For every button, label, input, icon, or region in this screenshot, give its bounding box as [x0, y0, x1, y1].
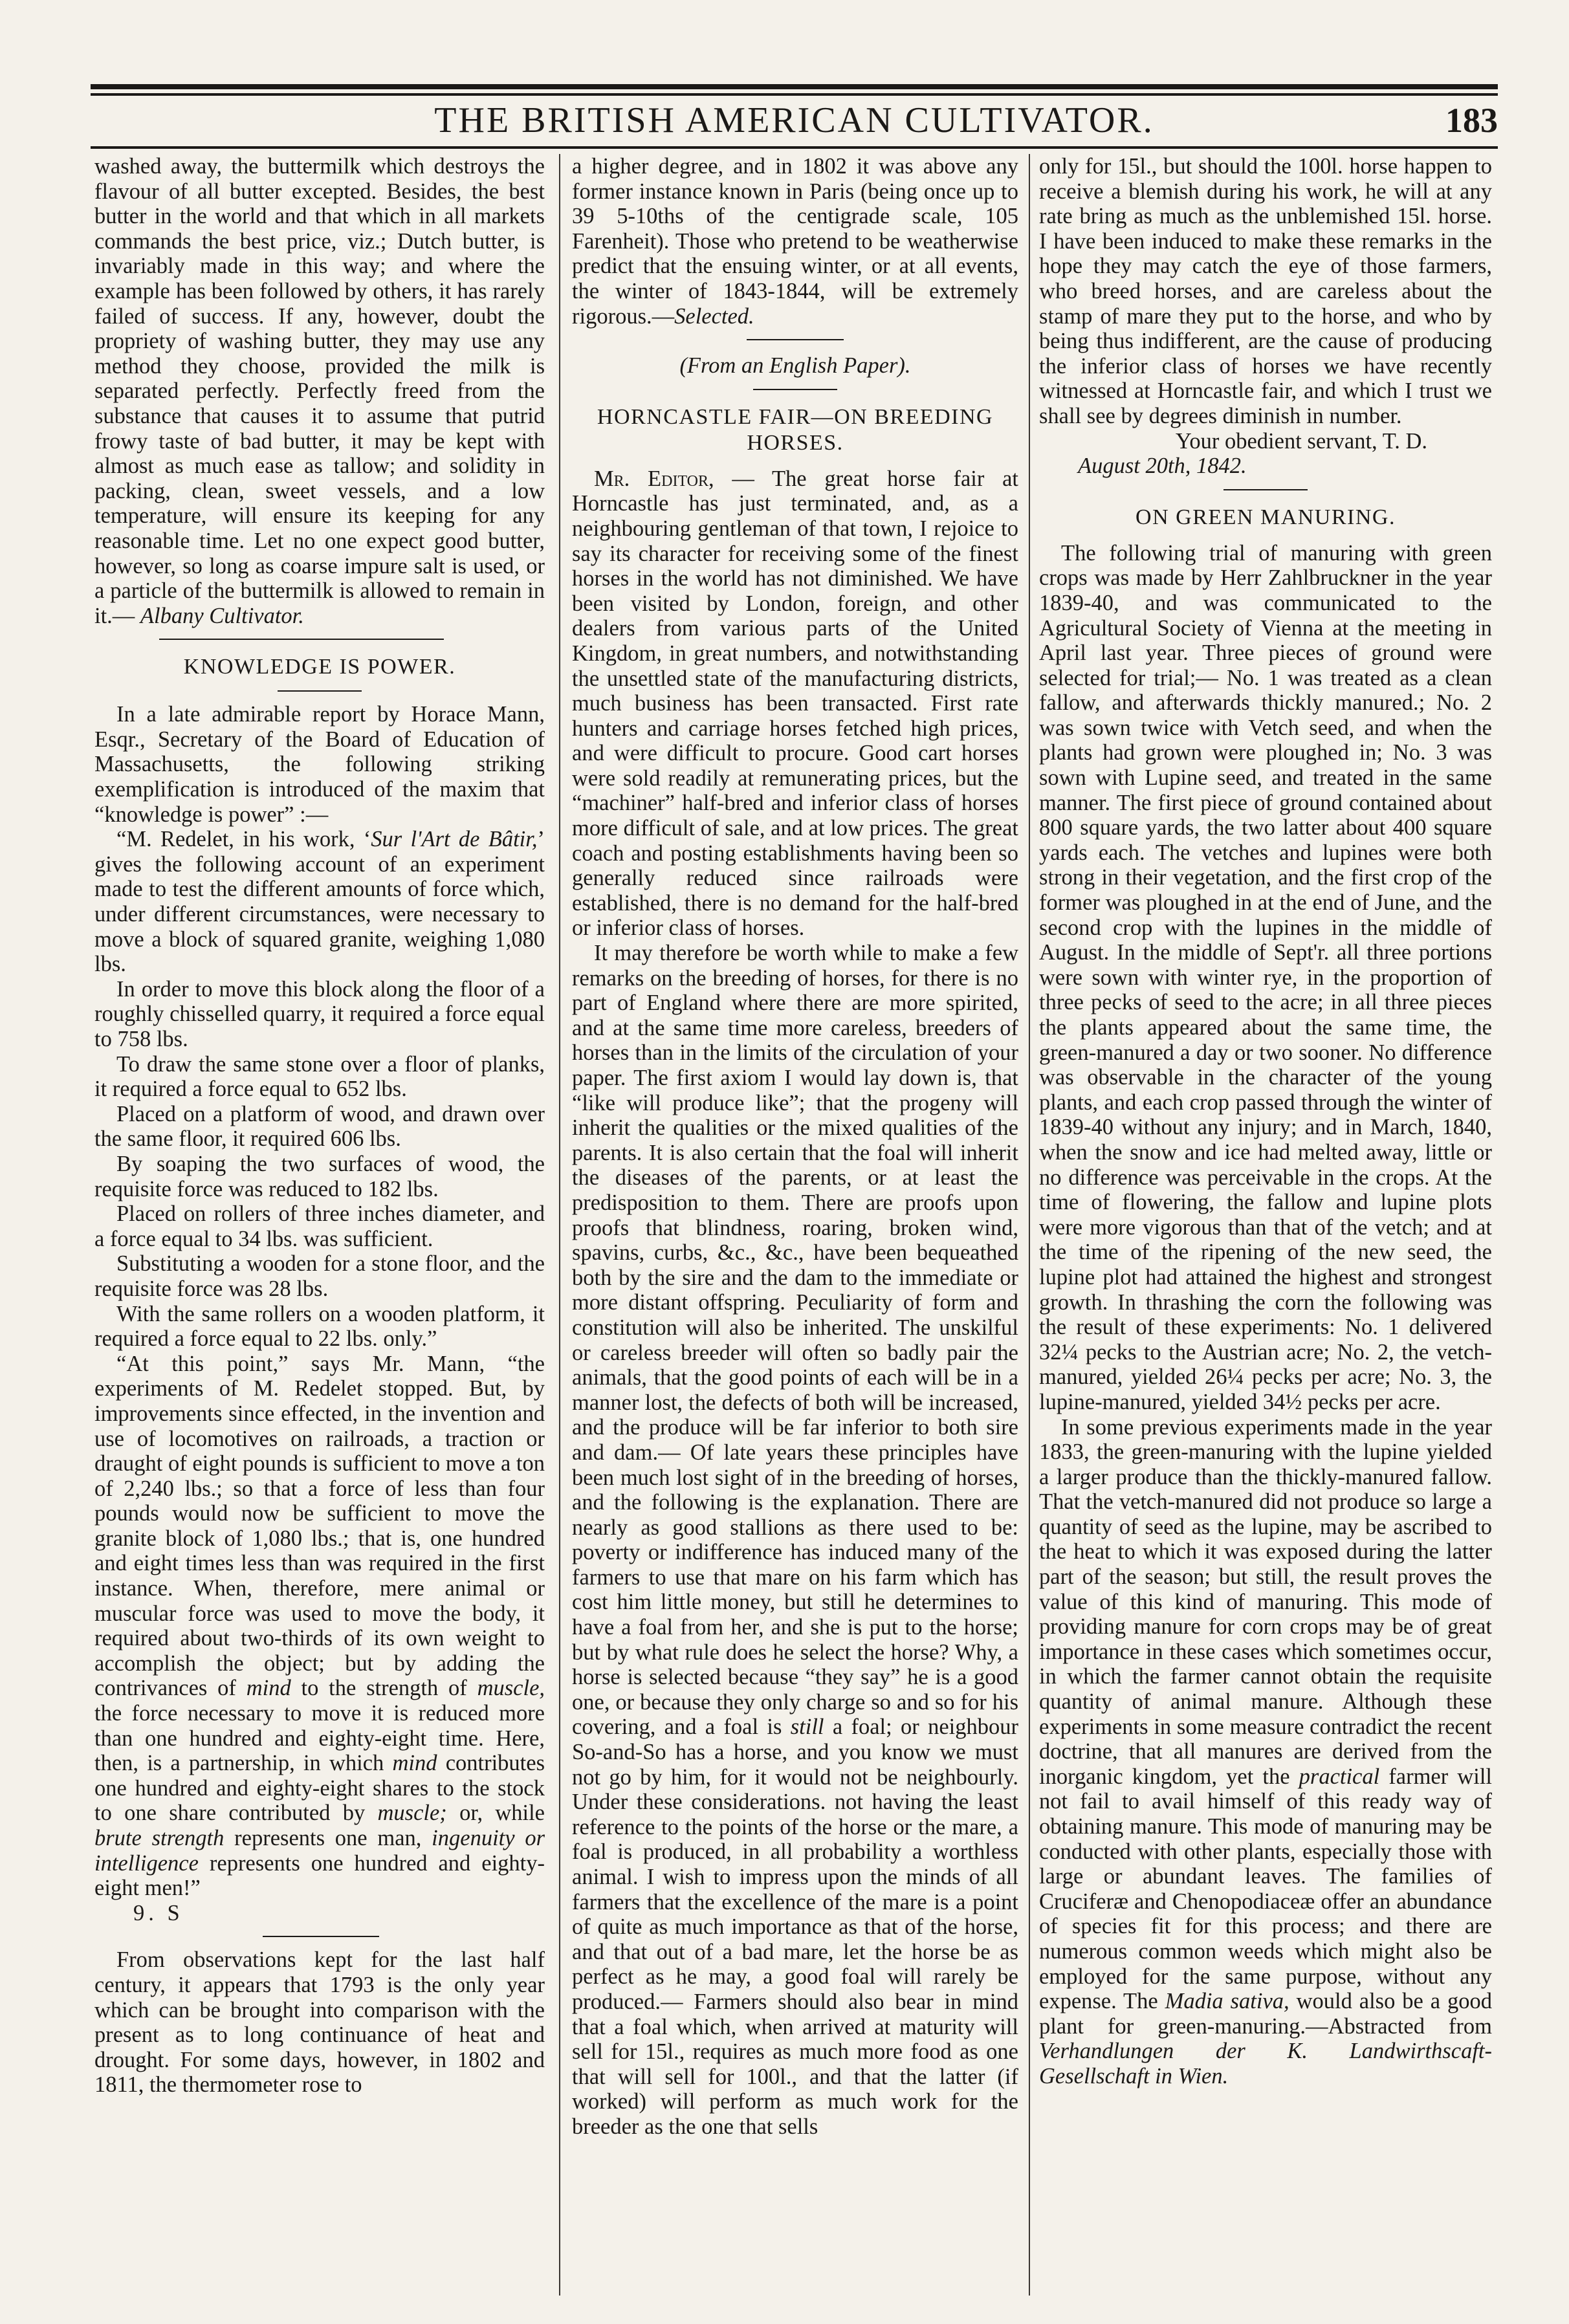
- signoff: Your obedient servant, T. D.: [1175, 428, 1427, 454]
- article-paragraph: “At this point,” says Mr. Mann, “the experiments of M. Redelet stopped. But, by improvements since effected, in the invention and use of locomotives on railroads, a traction or draught of eight pounds is sufficient to move a ton of 2,240 lbs.; so that a force of less than four pounds would now be sufficient to move the granite block of 1,080 lbs.; that is, one hundred and eight times less than was required in the first instance. When, therefore, mere animal or muscular force was used to move the body, it required about two-thirds of its own weight to accomplish the object; but by adding the contrivances of mind to the strength of muscle, the force necessary to move it is reduced more than one hundred and eighty-eight time. Here, then, is a partnership, in which mind contributes one hundred and eighty-eight shares to the stock to one share contributed by muscle; or, while brute strength represents one man, ingenuity or intelligence represents one hundred and eighty-eight men!”: [94, 1351, 545, 1901]
- article-paragraph: Mr. Editor, — The great horse fair at Horncastle has just terminated, and, as a neighbouring gentleman of that town, I rejoice to say its character for receiving some of the finest horses in the world has not diminished. We have been visited by London, foreign, and other dealers from various parts of the United Kingdom, in great numbers, and notwithstanding the unsettled state of the manufacturing districts, much business has been transacted. First rate hunters and carriage horses fetched high prices, and were difficult to procure. Good cart horses were sold readily at remunerating prices, but the “machiner” half-bred and inferior class of horses more difficult of sale, and at low prices. The great coach and posting establishments having been so generally reduced since railroads were established, there is no demand for the half-bred or inferior class of horses.: [572, 466, 1018, 941]
- article-separator: [747, 339, 844, 340]
- masthead-rule: [91, 146, 1498, 149]
- column-middle: [572, 154, 1018, 2308]
- article-heading-green-manuring: ON GREEN MANURING.: [1136, 505, 1396, 529]
- heading-rule: [278, 690, 362, 692]
- heading-rule: [753, 389, 837, 390]
- article-paragraph: It may therefore be worth while to make a few remarks on the breeding of horses, for there is no part of England where there are more spirited, and at the same time more careless, breeders of horses than in the limits of the circulation of your paper. The first axiom I would lay down is, that “like will produce like”; that the progeny will inherit the qualities or the mixed qualities of the parents. It is also certain that the foal will inherit the diseases of the parents, or at least the predisposition to them. There are proofs upon proofs that blindness, roaring, broken wind, spavins, curbs, &c., &c., have been bequeathed both by the sire and the dam to the immediate or more distant offspring. Peculiarity of form and constitution will also be inherited. The unskilful or careless breeder will often so badly pair the animals, that the good points of each will be in a manner lost, the defects of both will be increased, and the produce will be far inferior to both sire and dam.— Of late years these principles have been much lost sight of in the breeding of horses, and the following is the explanation. There are nearly as good stallions as there used to be: poverty or indifference has induced many of the farmers to use that mare on his farm which has cost him little money, but still he determines to have a foal from her, and she is put to the horse; but by what rule does he select the horse? Why, a horse is selected because “they say” he is a good one, or because they only charge so and so for his covering, and a foal is still a foal; or neighbour So-and-So has a horse, and you know we must not go by him, for it would not be neighbourly. Under these considerations. not having the least reference to the points of the horse or the mare, a foal is produced, in all probability a worthless animal. I wish to impress upon the minds of all farmers that the excellence of the mare is a point of quite as much importance as that of the horse, and that out of a bad mare, let the horse be as perfect as he may, a good foal will rarely be produced.— Farmers should also bear in mind that a foal which, when arrived at maturity will sell for 15l., requires as much more food as one that will sell for 100l., and that the latter (if worked) will perform as much work for the breeder as the one that sells: [572, 941, 1018, 2139]
- letter-date: August 20th, 1842.: [1078, 454, 1247, 479]
- article-separator: [159, 639, 444, 640]
- article-paragraph: In order to move this block along the floor of a roughly chisselled quarry, it required a force equal to 758 lbs.: [94, 976, 545, 1051]
- article-heading-horncastle: HORNCASTLE FAIR—ON BREEDING HORSES.: [597, 404, 994, 455]
- stray-marks: 9. S: [133, 1900, 184, 1925]
- column-divider: [1029, 154, 1030, 2296]
- article-separator: [263, 1936, 379, 1937]
- article-paragraph: Placed on a platform of wood, and drawn over the same floor, it required 606 lbs.: [94, 1101, 545, 1152]
- article-paragraph: a higher degree, and in 1802 it was above any former instance known in Paris (being once up to 39 5-10ths of the centigrade scale, 105 Farenheit). Those who pretend to be weatherwise predict that the ensuing winter, or at all events, the winter of 1843-1844, will be extremely rigorous.—Selected.: [572, 154, 1018, 329]
- article-paragraph: By soaping the two surfaces of wood, the requisite force was reduced to 182 lbs.: [94, 1151, 545, 1201]
- article-paragraph: washed away, the buttermilk which destroys the flavour of all butter excepted. Besides, the best butter in the world and that which in all markets commands the best price, viz.; Dutch butter, is invariably made in this way; and where the example has been followed by others, it has rarely failed of success. If any, however, doubt the propriety of washing butter, they may use any method they choose, provided the milk is separated perfectly. Perfectly freed from the substance that causes it to assume that putrid frowy taste of bad butter, it may be kept with almost as much ease as tallow; and solidity in packing, clean, sweet vessels, and a low temperature, will ensure its keeping for any reasonable time. Let no one expect good butter, however, so long as coarse impure salt is used, or a particle of the buttermilk is allowed to remain in it.— Albany Cultivator.: [94, 154, 545, 628]
- article-paragraph: In some previous experiments made in the year 1833, the green-manuring with the lupine yielded a larger produce than the thickly-manured fallow. That the vetch-manured did not produce so large a quantity of seed as the lupine, may be ascribed to the heat to which it was exposed during the latter part of the season; but still, the result proves the value of this kind of manuring. This mode of providing manure for corn crops may be of great importance in these cases which sometimes occur, in which the farmer cannot obtain the requisite quantity of animal manure. Although these experiments in some measure contradict the recent doctrine, that all manures are derived from the inorganic kingdom, yet the practical farmer will not fail to avail himself of this ready way of obtaining manure. This mode of manuring may be conducted with other plants, especially those with large or abundant leaves. The families of Cruciferæ and Chenopodiaceæ offer an abundance of species fit for this process; and there are numerous common weeds which might also be employed for the same purpose, without any expense. The Madia sativa, would also be a good plant for green-manuring.—Abstracted from Verhandlungen der K. Landwirthscaft-Gesellschaft in Wien.: [1039, 1414, 1492, 2088]
- column-left: [94, 154, 545, 2308]
- page-number: 183: [1445, 101, 1498, 140]
- article-paragraph: In a late admirable report by Horace Mann, Esqr., Secretary of the Board of Education of Massachusetts, the following striking exemplification is introduced of the maxim that “knowledge is power” :—: [94, 702, 545, 827]
- article-paragraph: From observations kept for the last half century, it appears that 1793 is the only year which can be brought into comparison with the present as to long continuance of heat and drought. For some days, however, in 1802 and 1811, the thermometer rose to: [94, 1947, 545, 2098]
- source-line: (From an English Paper).: [679, 353, 911, 378]
- article-separator: [1223, 489, 1308, 490]
- salutation: Mr. Editor,: [594, 466, 714, 491]
- article-paragraph: To draw the same stone over a floor of planks, it required a force equal to 652 lbs.: [94, 1051, 545, 1102]
- top-rule: [91, 84, 1498, 89]
- article-heading-knowledge: KNOWLEDGE IS POWER.: [183, 655, 456, 679]
- top-rule-thin: [91, 93, 1498, 96]
- column-divider: [559, 154, 560, 2296]
- column-right: [1039, 154, 1492, 2308]
- masthead: [91, 97, 1498, 144]
- article-paragraph: Substituting a wooden for a stone floor, and the requisite force was 28 lbs.: [94, 1251, 545, 1301]
- article-paragraph: Placed on rollers of three inches diameter, and a force equal to 34 lbs. was sufficient.: [94, 1201, 545, 1251]
- article-paragraph: The following trial of manuring with green crops was made by Herr Zahlbruckner in the year 1839-40, and was communicated to the Agricultural Society of Vienna at the meeting in April last year. Three pieces of ground were selected for trial;— No. 1 was treated as a clean fallow, and afterwards thickly manured.; No. 2 was sown twice with Vetch seed, and when the plants had grown were ploughed in; No. 3 was sown with Lupine seed, and treated in the same manner. The first piece of ground contained about 800 square yards, the two latter about 400 square yards each. The vetches and lupines were both strong in their vegetation, and the first crop of the former was ploughed in at the end of June, and the second crop with the lupines in the middle of August. In the middle of Sept'r. all three portions were sown with winter rye, in the proportion of three pecks of seed to the acre; in all three pieces the plants appeared about the same time, the green-manured a day or two sooner. No difference was observable in the character of the young plants, and each crop passed through the winter of 1839-40 without any injury; and in March, 1840, when the snow and ice had melted away, little or no difference was perceivable in the crops. At the time of flowering, the fallow and lupine plots were more vigorous than that of the vetch; and at the time of the ripening of the new seed, the lupine plot had attained the highest and strongest growth. In thrashing the corn the following was the result of these experiments: No. 1 delivered 32¼ pecks to the Austrian acre; No. 2, the vetch-manured, yielded 26¼ pecks per acre; No. 3, the lupine-manured, yielded 34½ pecks per acre.: [1039, 540, 1492, 1414]
- signoff-initials: T. D.: [1382, 428, 1427, 454]
- article-paragraph: only for 15l., but should the 100l. horse happen to receive a blemish during his work, he will at any rate bring as much as the unblemished 15l. horse. I have been induced to make these remarks in the hope they may catch the eye of those farmers, who breed horses, and are careless about the stamp of mare they put to the horse, and who by being thus indifferent, are the cause of producing the inferior class of horses we have recently witnessed at Horncastle fair, and which I trust we shall see by degrees diminish in number.: [1039, 154, 1492, 428]
- article-paragraph: “M. Redelet, in his work, ‘Sur l'Art de Bâtir,’ gives the following account of an experiment made to test the different amounts of force which, under different circumstances, were necessary to move a block of squared granite, weighing 1,080 lbs.: [94, 827, 545, 977]
- masthead-title: THE BRITISH AMERICAN CULTIVATOR.: [434, 100, 1154, 140]
- article-paragraph: With the same rollers on a wooden platform, it required a force equal to 22 lbs. only.”: [94, 1301, 545, 1352]
